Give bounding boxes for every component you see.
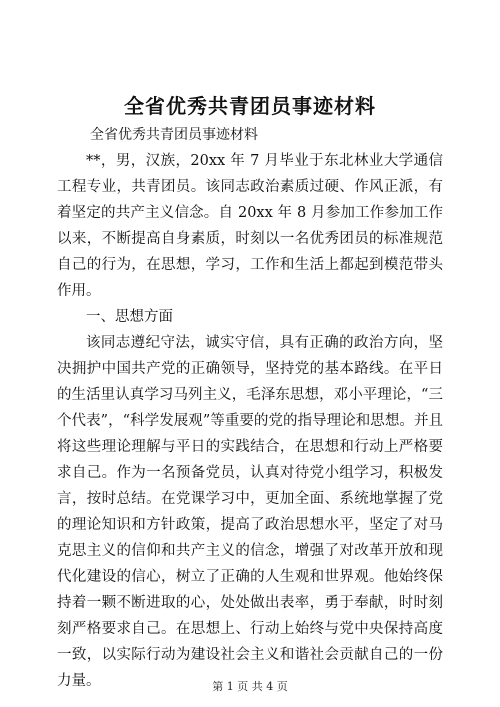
section-heading-thought: 一、思想方面 [86,309,173,325]
paragraph-thought: 该同志遵纪守法，诚实守信，具有正确的政治方向，坚决拥护中国共产党的正确领导，坚持党的基本路线。在平日的生活里认真学习马列主义，毛泽东思想，邓小平理论，“三个代表”，“科学发展观”等重要的党的指导理论和思想。并且将这些理论理解与平日的实践结合，在思想和行动上严格要求自己。作为一名预备党员，认真对待党小组学习，积极发言，按时总结。在党课学习中，更加全面、系统地掌握了党的理论知识和方针政策，提高了政治思想水平，坚定了对马克思主义的信仰和共产主义的信念，增强了对改革开放和现代化建设的信心，树立了正确的人生观和世界观。他始终保持着一颗不断进取的心，处处做出表率，勇于奉献，时时刻刻严格要求自己。在思想上、行动上始终与党中央保持高度一致，以实际行动为建设社会主义和谐社会贡献自己的一份力量。 [57,335,443,689]
document-subtitle: 全省优秀共青团员事迹材料 [90,127,258,143]
document-title: 全省优秀共青团员事迹材料 [124,94,376,118]
page-footer: 第 1 页 共 4 页 [212,680,288,693]
document-body [57,148,443,694]
paragraph-intro: **，男，汉族，20xx 年 7 月毕业于东北林业大学通信工程专业，共青团员。该同志政治素质过硬、作风正派，有着坚定的共产主义信念。自 20xx 年 8 月参加工作参加工作以来，不断提高自身素质，时刻以一名优秀团员的标准规范自己的行为，在思想，学习，工作和生活上都起到模范带头作用。 [57,153,443,299]
